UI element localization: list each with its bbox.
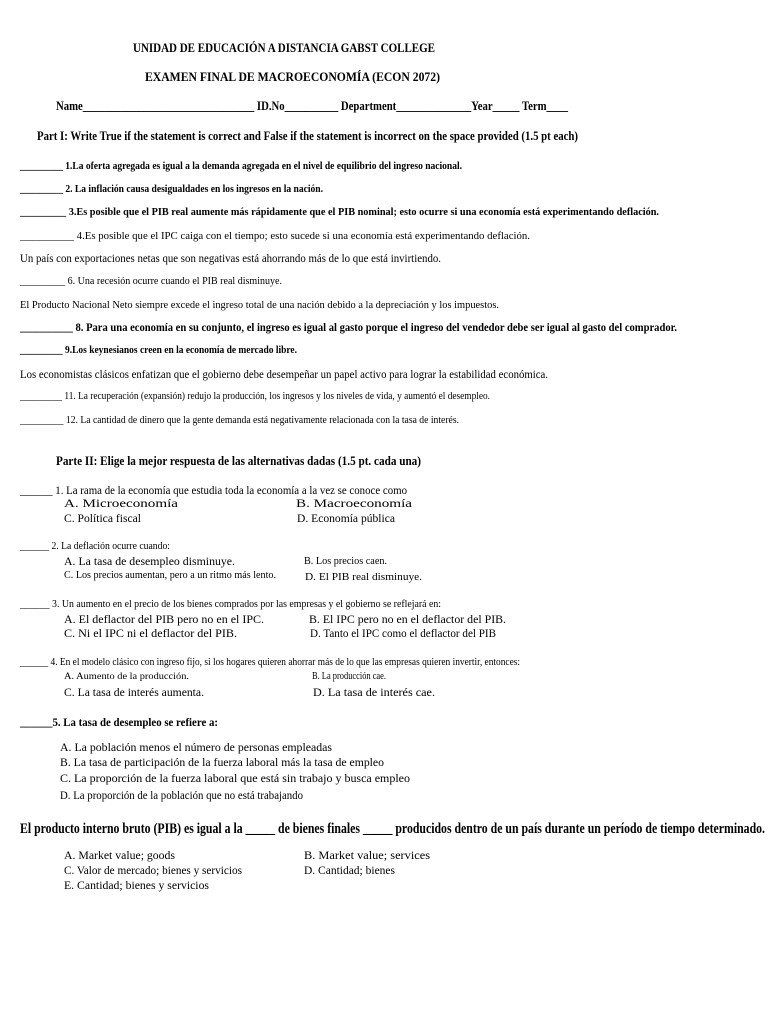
- q6-option-d: D. Cantidad; bienes: [304, 865, 395, 877]
- q2-stem: ______ 2. La deflación ocurre cuando:: [20, 541, 170, 552]
- part1-item-5: Un país con exportaciones netas que son negativas está ahorrando más de lo que está invirtiendo.: [20, 253, 441, 265]
- q2-option-b: B. Los precios caen.: [304, 556, 387, 567]
- q3-option-c: C. Ni el IPC ni el deflactor del PIB.: [64, 628, 237, 640]
- q6-option-c: C. Valor de mercado; bienes y servicios: [64, 865, 242, 877]
- q1-option-b: B. Macroeconomía: [296, 498, 412, 510]
- part1-item-6: _________ 6. Una recesión ocurre cuando el PIB real disminuye.: [20, 276, 282, 287]
- q4-stem: ______ 4. En el modelo clásico con ingreso fijo, si los hogares quieren ahorrar más de lo que las empresas quieren invertir, entonces:: [20, 657, 520, 668]
- q1-stem: ______ 1. La rama de la economía que estudia toda la economía a la vez se conoce como: [20, 483, 407, 497]
- part1-item-3: _________ 3.Es posible que el PIB real aumente más rápidamente que el PIB nominal; esto ocurre si una economía está experimentando deflación.: [20, 206, 659, 218]
- q2-option-a: A. La tasa de desempleo disminuye.: [64, 556, 235, 568]
- q4-option-a: A. Aumento de la producción.: [64, 672, 189, 682]
- q4-option-c: C. La tasa de interés aumenta.: [64, 687, 204, 699]
- q5-option-a: A. La población menos el número de personas empleadas: [60, 742, 332, 754]
- part1-item-8: __________ 8. Para una economía en su conjunto, el ingreso es igual al gasto porque el ingreso del vendedor debe ser igual al gasto del comprador.: [20, 322, 677, 334]
- part1-item-11: _________ 11. La recuperación (expansión) redujo la producción, los ingresos y los niveles de vida, y aumentó el desempleo.: [20, 391, 490, 402]
- part1-title: Part I: Write True if the statement is correct and False if the statement is incorrect on the space provided (1.5 pt each): [37, 129, 578, 143]
- part1-item-1: _________ 1.La oferta agregada es igual a la demanda agregada en el nivel de equilibrio del ingreso nacional.: [20, 160, 462, 172]
- q5-stem: ______5. La tasa de desempleo se refiere a:: [20, 715, 218, 729]
- q5-option-c: C. La proporción de la fuerza laboral que está sin trabajo y busca empleo: [60, 773, 410, 785]
- q6-stem: El producto interno bruto (PIB) es igual a la _____ de bienes finales _____ producidos dentro de un país durante un período de tiempo determinado.: [20, 821, 765, 837]
- part1-item-12: _________ 12. La cantidad de dinero que la gente demanda está negativamente relacionada con la tasa de interés.: [20, 415, 459, 426]
- part1-item-4: __________ 4.Es posible que el IPC caiga con el tiempo; esto sucede si una economía está experimentando deflación.: [20, 230, 530, 242]
- q3-option-a: A. El deflactor del PIB pero no en el IPC.: [64, 614, 264, 626]
- part1-item-2: _________ 2. La inflación causa desigualdades en los ingresos en la nación.: [20, 183, 323, 195]
- q5-option-b: B. La tasa de participación de la fuerza laboral más la tasa de empleo: [60, 757, 384, 769]
- part2-title: Parte II: Elige la mejor respuesta de las alternativas dadas (1.5 pt. cada una): [56, 454, 421, 468]
- q1-option-a: A. Microeconomía: [64, 498, 178, 510]
- q2-option-d: D. El PIB real disminuye.: [305, 571, 422, 583]
- q3-option-b: B. El IPC pero no en el deflactor del PIB.: [309, 614, 506, 626]
- part1-item-9: _________ 9.Los keynesianos creen en la economía de mercado libre.: [20, 345, 297, 356]
- q4-option-d: D. La tasa de interés cae.: [313, 687, 435, 699]
- q3-stem: ______ 3. Un aumento en el precio de los bienes comprados por las empresas y el gobierno se reflejará en:: [20, 599, 441, 610]
- q2-option-c: C. Los precios aumentan, pero a un ritmo más lento.: [64, 570, 276, 581]
- q5-option-d: D. La proporción de la población que no está trabajando: [60, 790, 303, 802]
- part1-item-10: Los economistas clásicos enfatizan que el gobierno debe desempeñar un papel activo para lograr la estabilidad económica.: [20, 369, 548, 381]
- q6-option-a: A. Market value; goods: [64, 850, 175, 862]
- school-name: UNIDAD DE EDUCACIÓN A DISTANCIA GABST COLLEGE: [133, 41, 435, 55]
- q1-option-c: C. Política fiscal: [64, 513, 141, 525]
- q6-option-e: E. Cantidad; bienes y servicios: [64, 880, 209, 892]
- part1-item-7: El Producto Nacional Neto siempre excede el ingreso total de una nación debido a la depreciación y los impuestos.: [20, 299, 499, 311]
- q1-option-d: D. Economía pública: [297, 513, 395, 525]
- exam-title: EXAMEN FINAL DE MACROECONOMÍA (ECON 2072): [145, 70, 440, 84]
- q6-option-b: B. Market value; services: [304, 850, 430, 862]
- q3-option-d: D. Tanto el IPC como el deflactor del PIB: [310, 628, 496, 640]
- q4-option-b: B. La producción cae.: [312, 671, 386, 682]
- student-info-line: Name________________________________ ID.No__________ Department______________Year_____ Term____: [56, 99, 568, 113]
